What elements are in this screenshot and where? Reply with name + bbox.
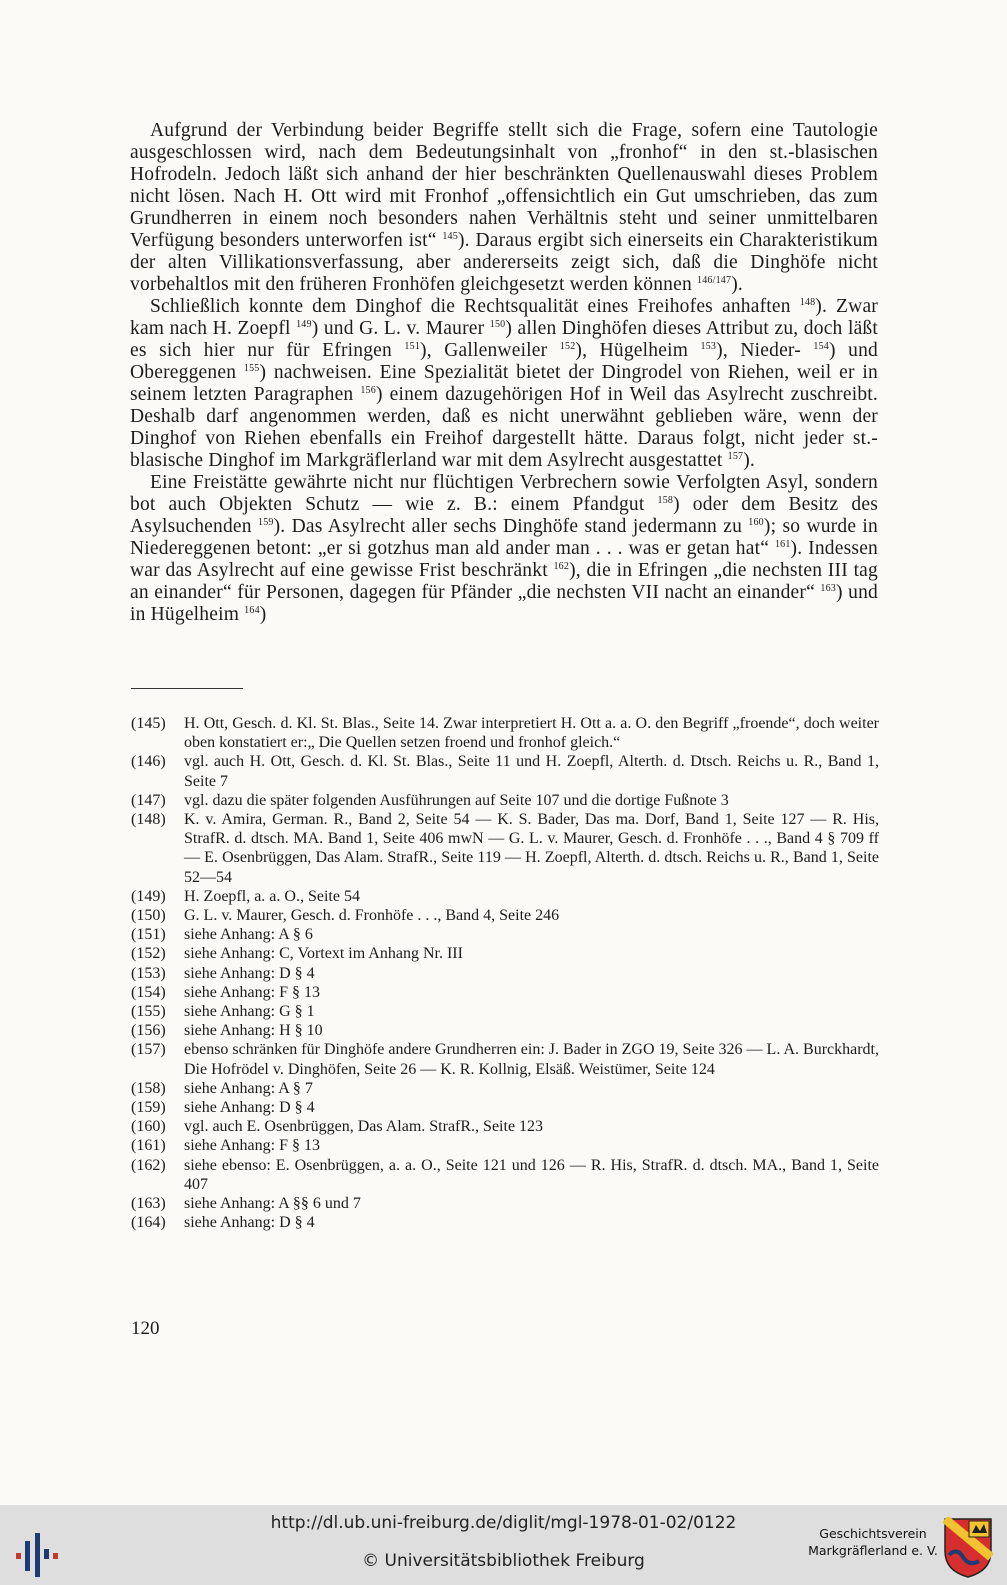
text-run: ) und Obereggenen (130, 340, 878, 383)
footnote-ref: 155 (243, 363, 260, 374)
body-paragraph (130, 120, 878, 296)
text-run: ), Hügelheim (575, 340, 701, 361)
footnote-ref: 156 (360, 385, 376, 396)
footnote (131, 964, 879, 983)
text-run: ), Nieder- (716, 340, 814, 361)
society-name (808, 1525, 938, 1559)
footnote-number: (161) (131, 1137, 166, 1155)
footnote (131, 1002, 879, 1021)
footnote-number: (155) (131, 1003, 166, 1021)
text-run: ), Gallenweiler (420, 340, 560, 361)
footnote (131, 944, 879, 963)
footnote-text: vgl. auch H. Ott, Gesch. d. Kl. St. Blas., Seite 11 und H. Zoepfl, Alterth. d. Dtsch. Reichs u. R., Band 1, Seite 7 (184, 753, 879, 790)
text-run: ) einem dazugehörigen Hof in Weil das Asylrecht zuschreibt. Deshalb darf angenommen werden, daß es nicht unerwähnt geblieben wäre, wenn der Dinghof von Riehen ebenfalls ein Freihof dargestellt hätte. Daraus folgt, nicht jeder st.-blasische Dinghof im Markgräflerland war mit dem Asylrecht ausgestattet (130, 384, 878, 471)
footnote-number: (160) (131, 1118, 166, 1136)
footnote-number: (156) (131, 1022, 166, 1040)
footnote-ref: 164 (244, 605, 260, 616)
footnote-number: (158) (131, 1079, 166, 1097)
footnote-ref: 161 (774, 539, 791, 550)
footnote-number: (159) (131, 1099, 166, 1117)
footnote (131, 1040, 879, 1078)
footnote-number: (162) (131, 1156, 166, 1174)
text-run: ) und in Hügelheim (130, 582, 879, 625)
footnote (131, 906, 879, 925)
text-run: ) oder dem Besitz des Asylsuchenden (130, 494, 878, 537)
footnote-number: (153) (131, 964, 166, 982)
footnote-ref: 146/147 (697, 275, 732, 286)
footnote-text: vgl. dazu die später folgenden Ausführungen auf Seite 107 und die dortige Fußnote 3 (184, 791, 729, 809)
footnote-number: (163) (131, 1195, 166, 1213)
footnote-text: siehe Anhang: F § 13 (184, 983, 320, 1001)
footnote-text: siehe Anhang: A §§ 6 und 7 (184, 1195, 361, 1213)
footnote-ref: 160 (748, 517, 764, 528)
footnote-number: (151) (131, 926, 166, 944)
footnote-ref: 148 (799, 297, 816, 308)
footnote-ref: 157 (727, 451, 744, 462)
footnote (131, 752, 879, 790)
footnote-ref: 145 (442, 231, 458, 242)
footnote-text: vgl. auch E. Osenbrüggen, Das Alam. StrafR., Seite 123 (184, 1118, 544, 1136)
footnote-text: siehe Anhang: A § 7 (184, 1079, 313, 1097)
footnote (131, 887, 879, 906)
footnote-number: (154) (131, 983, 166, 1001)
footnote-ref: 163 (820, 583, 837, 594)
body-paragraph (130, 472, 878, 626)
footnote-text: ebenso schränken für Dinghöfe andere Grundherren ein: J. Bader in ZGO 19, Seite 326 — L. A. Burckhardt, Die Hofrödel v. Dinghöfen, Seite 26 — K. R. Kollnig, Elsäß. Weistümer, Seite 124 (184, 1041, 879, 1078)
footnote-text: siehe Anhang: H § 10 (184, 1022, 323, 1040)
footnote-ref: 159 (258, 517, 274, 528)
footnote-ref: 152 (559, 341, 576, 352)
footnote-ref: 153 (700, 341, 717, 352)
footnote-text: siehe Anhang: F § 13 (184, 1137, 320, 1155)
text-run: Schließlich konnte dem Dinghof die Rechtsqualität eines Freihofes anhaften (150, 296, 800, 317)
footer-bar (0, 1505, 1007, 1585)
footnote (131, 1213, 879, 1232)
text-run: ) und G. L. v. Maurer (311, 318, 490, 339)
footnote-text: G. L. v. Maurer, Gesch. d. Fronhöfe . . ., Band 4, Seite 246 (184, 907, 560, 925)
footnote (131, 1021, 879, 1040)
text-run: ) (259, 604, 267, 625)
footnote-number: (146) (131, 753, 166, 771)
text-run: ); so wurde in Niedereggenen betont: „er si gotzhus man ald ander man . . . was er getan hat“ (130, 516, 878, 559)
footnote (131, 1194, 879, 1213)
page-number: 120 (131, 1318, 160, 1339)
footnote-text: siehe Anhang: D § 4 (184, 1099, 315, 1117)
footnote (131, 1117, 879, 1136)
footnote-number: (152) (131, 945, 166, 963)
footnote-number: (147) (131, 791, 166, 809)
footnote-separator (131, 688, 243, 689)
footer-copyright: © Universitätsbibliothek Freiburg (362, 1551, 645, 1571)
society-line-2: Markgräflerland e. V. (808, 1543, 938, 1558)
text-run: ), die in Efringen „die nechsten III tag an einander“ für Personen, dagegen für Pfänder „die nechsten VII nacht an einander“ (130, 560, 878, 603)
footnote-text: siehe Anhang: C, Vortext im Anhang Nr. III (184, 945, 463, 963)
footnote (131, 1079, 879, 1098)
footnote-number: (148) (131, 811, 166, 829)
footnote (131, 714, 879, 752)
footnote (131, 925, 879, 944)
footnote (131, 1098, 879, 1117)
footnote-text: K. v. Amira, German. R., Band 2, Seite 54 — K. S. Bader, Das ma. Dorf, Band 1, Seite 127 — R. His, StrafR. d. dtsch. MA. Band 1, Seite 406 mwN — G. L. v. Maurer, Gesch. d. Fronhöfe . . ., Band 4 § 709 ff — E. Osenbrüggen, Das Alam. StrafR., Seite 119 — H. Zoepfl, Alterth. d. dtsch. Reichs u. R., Band 1, Seite 52—54 (184, 811, 879, 886)
footnote-text: siehe ebenso: E. Osenbrüggen, a. a. O., Seite 121 und 126 — R. His, StrafR. d. dtsch. MA., Band 1, Seite 407 (184, 1156, 879, 1193)
text-run: Eine Freistätte gewährte nicht nur flüchtigen Verbrechern sowie Verfolgten Asyl, sondern bot auch Objekten Schutz — wie z. B.: einem Pfandgut (130, 472, 878, 515)
footnote-number: (150) (131, 907, 166, 925)
society-line-1: Geschichtsverein (819, 1526, 927, 1541)
footnote-number: (164) (131, 1214, 166, 1232)
text-run: Aufgrund der Verbindung beider Begriffe stellt sich die Frage, sofern eine Tautologie ausgeschlossen wird, nach dem Bedeutungsinhalt von „fronhof“ in den st.-blasischen Hofrodeln. Jedoch läßt sich anhand der hier beschränkten Quellenauswahl dieses Problem nicht lösen. Nach H. Ott wird mit Fronhof „offensichtlich ein Gut umschrieben, das zum Grundherren in einem noch besonders nahen Verhältnis steht und seiner unmittelbaren Verfügung besonders unterworfen ist“ (130, 120, 878, 251)
text-run: ). Indessen war das Asylrecht auf eine gewisse Frist beschränkt (130, 538, 878, 581)
text-run: ). (743, 450, 756, 471)
footnote-ref: 154 (813, 341, 829, 352)
text-run: ). Daraus ergibt sich einerseits ein Charakteristikum der alten Villikationsverfassung, aber andererseits zeigt sich, daß die Dinghöfe nicht vorbehaltlos mit den früheren Fronhöfen gleichgesetzt werden können (130, 230, 878, 295)
footnote-number: (149) (131, 887, 166, 905)
text-run: ). Das Asylrecht aller sechs Dinghöfe stand jedermann zu (273, 516, 749, 537)
footnote-text: siehe Anhang: D § 4 (184, 1214, 315, 1232)
footnote (131, 983, 879, 1002)
footnote-ref: 149 (296, 319, 312, 330)
coat-of-arms-icon (943, 1517, 993, 1579)
footnote (131, 1156, 879, 1194)
footnote-ref: 151 (404, 341, 421, 352)
footnote-number: (157) (131, 1041, 166, 1059)
footnote (131, 791, 879, 810)
footnote-ref: 150 (489, 319, 506, 330)
footnote-text: H. Zoepfl, a. a. O., Seite 54 (184, 887, 360, 905)
footnote-text: siehe Anhang: G § 1 (184, 1003, 315, 1021)
footnote-ref: 158 (657, 495, 674, 506)
text-run: ) nachweisen. Eine Spezialität bietet der Dingrodel von Riehen, weil er in seinem letzten Paragraphen (130, 362, 878, 405)
footnote-number: (145) (131, 715, 166, 732)
footnote (131, 1136, 879, 1155)
footnote-text: H. Ott, Gesch. d. Kl. St. Blas., Seite 14. Zwar interpretiert H. Ott a. a. O. den Begriff „froende“, doch weiter oben konstatiert er:„ Die Quellen setzen froend und fronhof gleich.“ (184, 715, 879, 752)
text-run: ). Zwar kam nach H. Zoepfl (130, 296, 878, 339)
footnote-text: siehe Anhang: D § 4 (184, 964, 315, 982)
body-paragraph (130, 296, 878, 472)
text-run: ). (731, 274, 743, 295)
text-run: ) allen Dinghöfen dieses Attribut zu, doch läßt es sich hier nur für Efringen (130, 318, 878, 361)
footnote-ref: 162 (553, 561, 570, 572)
body-text (130, 120, 878, 626)
footnote-text: siehe Anhang: A § 6 (184, 926, 313, 944)
footnote (131, 810, 879, 887)
footer-url[interactable]: http://dl.ub.uni-freiburg.de/diglit/mgl-1978-01-02/0122 (270, 1513, 737, 1533)
footnotes (131, 714, 879, 1232)
